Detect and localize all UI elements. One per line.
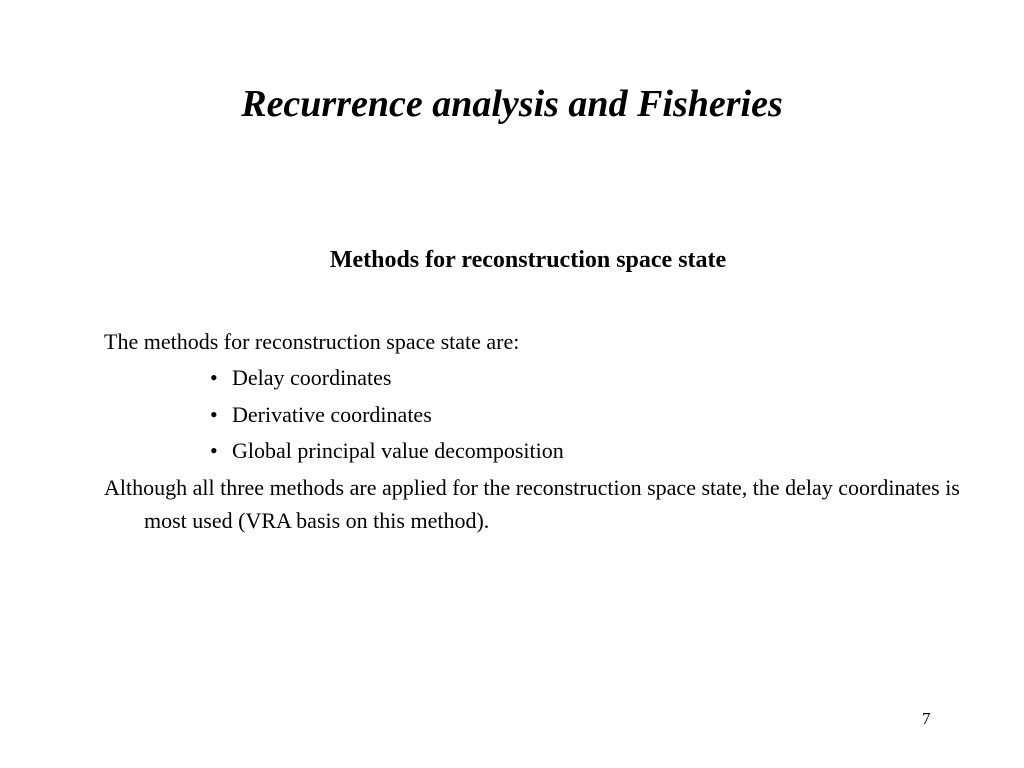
bullet-icon: • — [210, 365, 218, 390]
list-item-label: Derivative coordinates — [232, 401, 432, 427]
slide-subtitle: Methods for reconstruction space state — [329, 247, 727, 273]
intro-text: The methods for reconstruction space state are: — [104, 329, 520, 354]
list-item-label: Delay coordinates — [232, 365, 392, 390]
slide-body — [104, 324, 984, 537]
methods-list — [104, 360, 984, 470]
list-item-label: Global principal value decomposition — [232, 438, 564, 463]
page-number: 7 — [922, 709, 931, 728]
list-item — [210, 397, 984, 434]
list-item — [210, 360, 984, 397]
slide-title: Recurrence analysis and Fisheries — [241, 83, 783, 125]
closing-text: Although all three methods are applied for the reconstruction space state, the delay coordinates is most used (VRA basis on this method). — [104, 474, 960, 533]
list-item — [210, 433, 984, 470]
bullet-icon: • — [210, 438, 218, 463]
bullet-icon: • — [210, 401, 218, 427]
